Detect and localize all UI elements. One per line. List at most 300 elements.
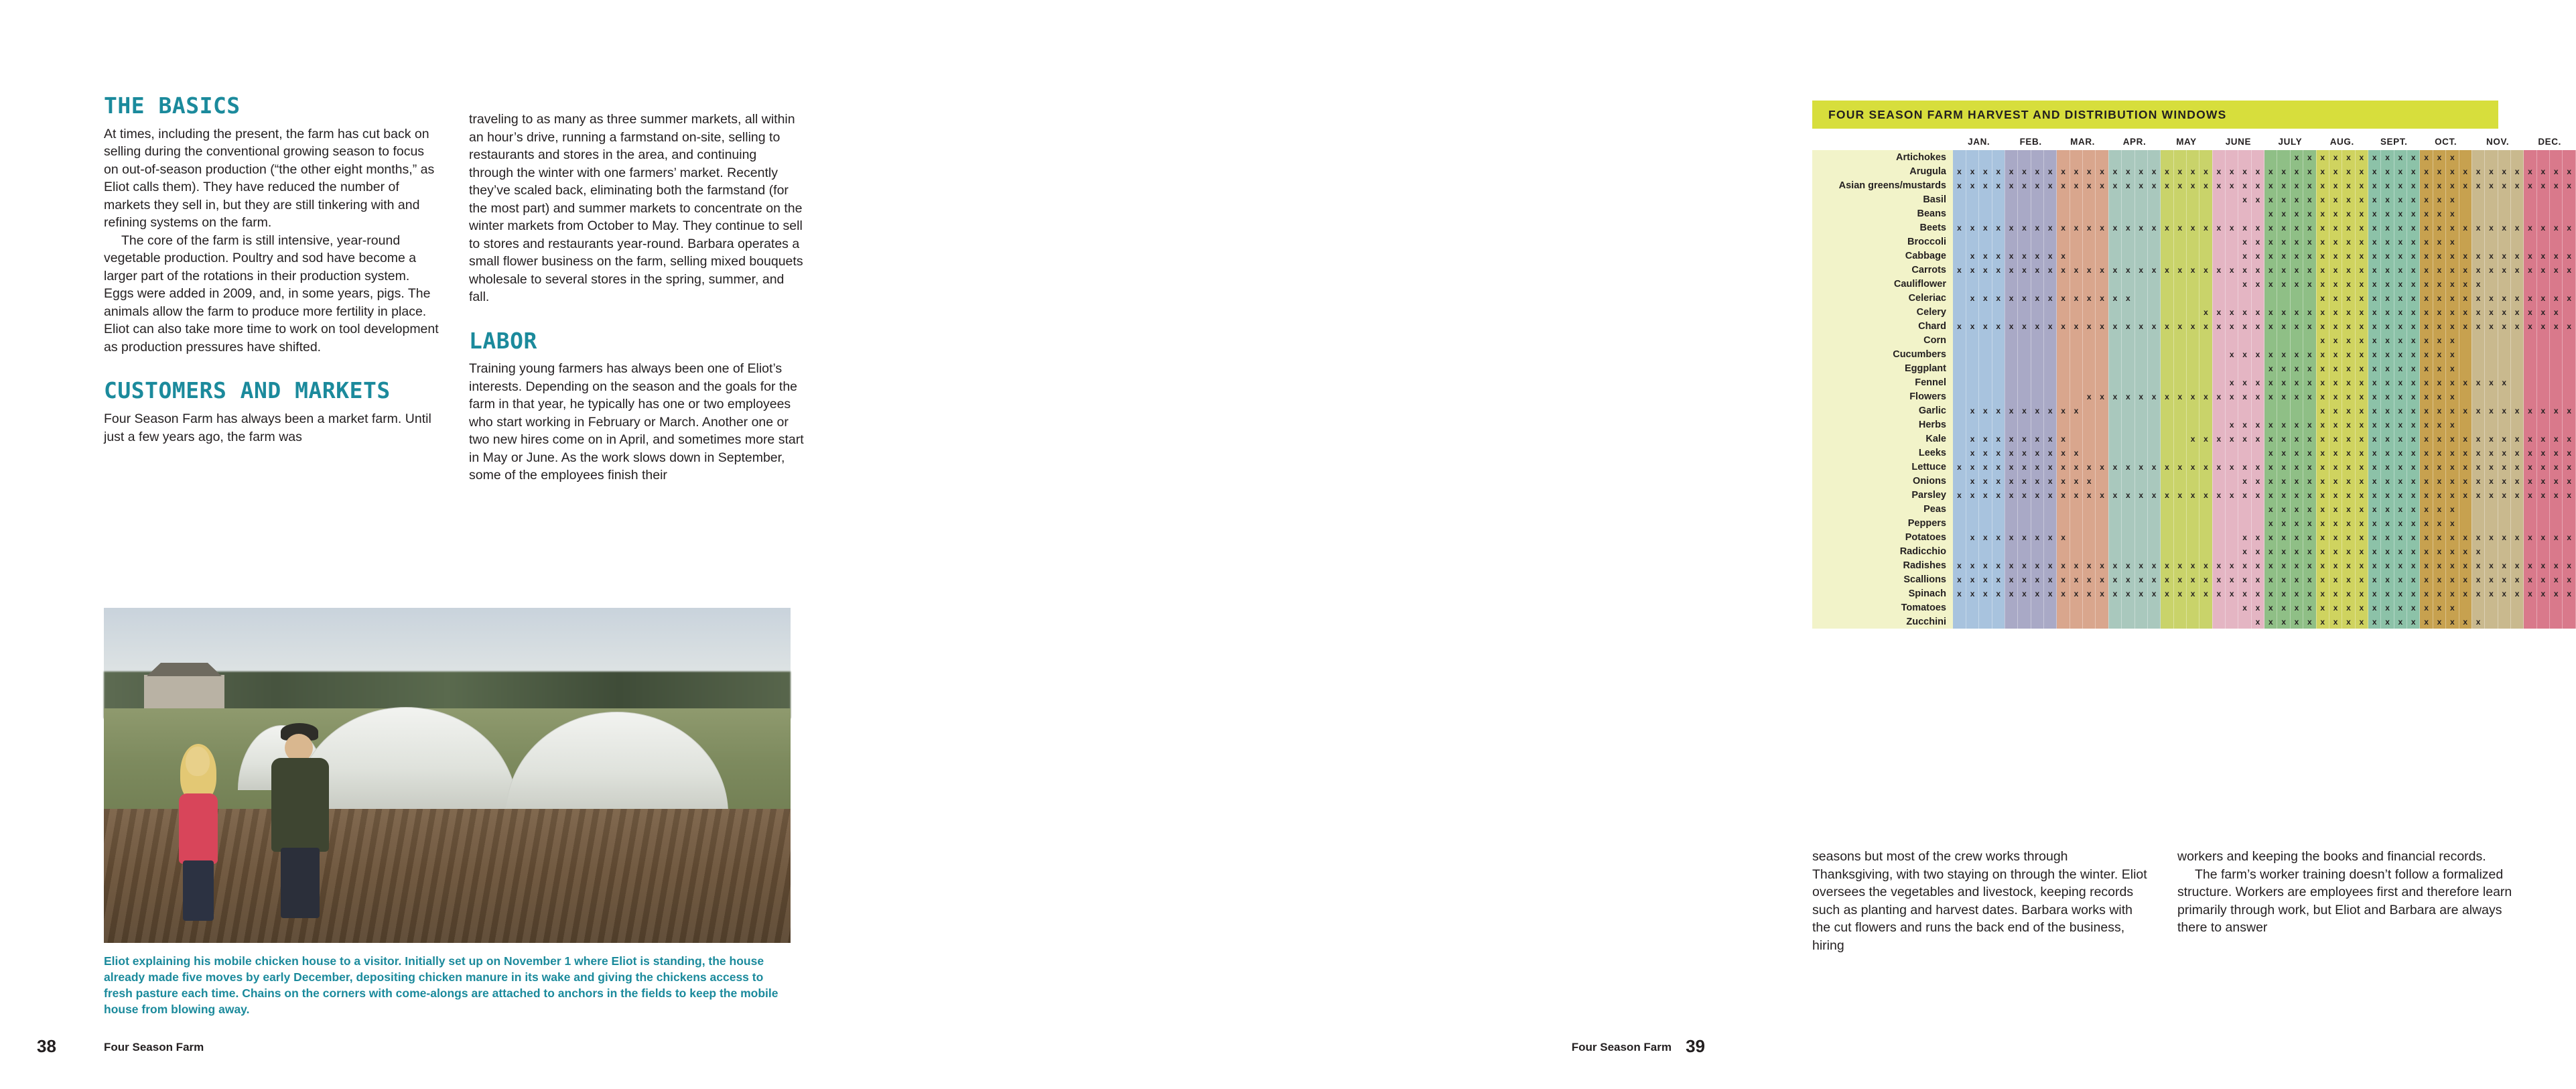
harvest-cell: x <box>1992 220 2005 235</box>
harvest-cell: x <box>2420 164 2433 178</box>
harvest-cell: x <box>2342 389 2355 403</box>
harvest-cell: x <box>2524 474 2536 488</box>
harvest-cell: x <box>2471 249 2484 263</box>
harvest-cell <box>1953 530 1966 544</box>
harvest-cell <box>2510 516 2523 530</box>
harvest-cell: x <box>2277 516 2290 530</box>
harvest-cell: x <box>2303 488 2316 502</box>
harvest-cell <box>2199 249 2212 263</box>
table-row <box>1812 164 2576 178</box>
harvest-cell <box>2186 361 2199 375</box>
harvest-cell: x <box>2057 446 2070 460</box>
harvest-cell: x <box>2550 164 2563 178</box>
harvest-cell <box>2044 277 2057 291</box>
harvest-cell <box>2173 249 2186 263</box>
harvest-cell <box>2083 249 2096 263</box>
harvest-cell <box>1966 235 1978 249</box>
harvest-cell: x <box>2368 446 2381 460</box>
harvest-cell: x <box>2044 432 2057 446</box>
harvest-cell <box>2083 432 2096 446</box>
harvest-cell <box>2031 305 2043 319</box>
harvest-cell <box>1979 333 1992 347</box>
harvest-cell <box>2485 347 2498 361</box>
harvest-cell <box>1953 615 1966 629</box>
left-column-a <box>104 94 439 446</box>
harvest-cell <box>2199 446 2212 460</box>
harvest-cell <box>2498 516 2510 530</box>
harvest-cell: x <box>2212 305 2225 319</box>
harvest-cell: x <box>1979 432 1992 446</box>
harvest-cell <box>2031 333 2043 347</box>
harvest-cell <box>2096 600 2108 615</box>
harvest-cell: x <box>2277 488 2290 502</box>
harvest-cell <box>2044 600 2057 615</box>
harvest-cell: x <box>2536 460 2549 474</box>
harvest-cell: x <box>2173 220 2186 235</box>
harvest-cell <box>2005 600 2017 615</box>
harvest-cell: x <box>2446 530 2459 544</box>
harvest-cell: x <box>2264 474 2277 488</box>
harvest-cell <box>2524 347 2536 361</box>
harvest-cell: x <box>1953 572 1966 586</box>
harvest-cell: x <box>1979 164 1992 178</box>
harvest-cell: x <box>2433 389 2445 403</box>
harvest-cell <box>2510 206 2523 220</box>
harvest-cell <box>2173 516 2186 530</box>
harvest-cell <box>2471 235 2484 249</box>
harvest-cell: x <box>2108 460 2121 474</box>
harvest-cell <box>2161 277 2173 291</box>
harvest-cell: x <box>2108 291 2121 305</box>
harvest-cell <box>2044 347 2057 361</box>
harvest-cell: x <box>2407 516 2420 530</box>
harvest-cell <box>2524 192 2536 206</box>
harvest-cell: x <box>2420 319 2433 333</box>
harvest-cell <box>2122 446 2134 460</box>
harvest-cell <box>2536 347 2549 361</box>
harvest-cell: x <box>2264 615 2277 629</box>
harvest-cell: x <box>2057 474 2070 488</box>
harvest-cell <box>2199 235 2212 249</box>
harvest-cell: x <box>2510 474 2523 488</box>
harvest-cell: x <box>2264 206 2277 220</box>
harvest-cell: x <box>2057 558 2070 572</box>
harvest-cell: x <box>2238 418 2251 432</box>
harvest-cell: x <box>2433 530 2445 544</box>
harvest-cell <box>2070 361 2082 375</box>
harvest-cell: x <box>2096 164 2108 178</box>
harvest-cell: x <box>2186 220 2199 235</box>
harvest-cell <box>2186 446 2199 460</box>
harvest-cell: x <box>2005 530 2017 544</box>
harvest-cell: x <box>2550 530 2563 544</box>
harvest-cell <box>2498 544 2510 558</box>
harvest-cell: x <box>2420 488 2433 502</box>
harvest-cell <box>2498 502 2510 516</box>
harvest-cell: x <box>2446 361 2459 375</box>
harvest-cell <box>2524 333 2536 347</box>
harvest-cell: x <box>2147 263 2160 277</box>
harvest-cell: x <box>2251 418 2264 432</box>
harvest-cell <box>2186 333 2199 347</box>
harvest-cell <box>2459 192 2471 206</box>
table-row <box>1812 516 2576 530</box>
harvest-cell <box>2550 361 2563 375</box>
harvest-cell: x <box>2471 488 2484 502</box>
harvest-cell: x <box>2407 572 2420 586</box>
harvest-cell: x <box>2381 586 2394 600</box>
harvest-cell: x <box>2394 375 2406 389</box>
harvest-cell: x <box>2238 558 2251 572</box>
crop-label: Cauliflower <box>1812 277 1953 291</box>
harvest-cell <box>2536 235 2549 249</box>
harvest-cell: x <box>2147 488 2160 502</box>
harvest-cell: x <box>2368 389 2381 403</box>
harvest-cell <box>1979 277 1992 291</box>
harvest-cell: x <box>2433 150 2445 164</box>
crop-label: Cucumbers <box>1812 347 1953 361</box>
harvest-cell: x <box>2083 291 2096 305</box>
harvest-cell <box>2199 403 2212 418</box>
harvest-cell: x <box>2510 220 2523 235</box>
harvest-cell: x <box>2199 488 2212 502</box>
harvest-cell: x <box>2420 432 2433 446</box>
month-header-june: JUNE <box>2225 136 2252 147</box>
harvest-cell: x <box>2199 572 2212 586</box>
harvest-cell: x <box>1953 460 1966 474</box>
harvest-cell <box>1953 544 1966 558</box>
harvest-cell: x <box>2510 291 2523 305</box>
harvest-cell: x <box>2368 502 2381 516</box>
harvest-cell: x <box>1979 319 1992 333</box>
harvest-cell <box>2251 403 2264 418</box>
harvest-cell <box>2147 305 2160 319</box>
harvest-cell: x <box>2161 572 2173 586</box>
harvest-cell: x <box>2433 600 2445 615</box>
harvest-cell <box>2459 516 2471 530</box>
harvest-cell <box>2005 516 2017 530</box>
harvest-cell: x <box>2407 488 2420 502</box>
harvest-cell <box>2057 516 2070 530</box>
harvest-cell <box>2161 249 2173 263</box>
harvest-cell: x <box>2355 277 2368 291</box>
harvest-cell: x <box>2161 220 2173 235</box>
harvest-cell: x <box>2394 277 2406 291</box>
harvest-cell: x <box>2498 572 2510 586</box>
harvest-cell: x <box>1992 446 2005 460</box>
harvest-cell <box>2186 206 2199 220</box>
harvest-cell: x <box>1979 572 1992 586</box>
harvest-cell: x <box>2173 488 2186 502</box>
harvest-cell <box>2251 516 2264 530</box>
harvest-cell: x <box>2433 319 2445 333</box>
harvest-cell <box>2096 403 2108 418</box>
harvest-cell <box>2186 291 2199 305</box>
harvest-cell <box>2108 530 2121 544</box>
harvest-cell <box>2122 305 2134 319</box>
harvest-cell: x <box>2368 333 2381 347</box>
harvest-cell: x <box>2083 319 2096 333</box>
harvest-cell: x <box>2471 474 2484 488</box>
month-header-oct: OCT. <box>2435 136 2457 147</box>
harvest-cell <box>2459 361 2471 375</box>
harvest-cell: x <box>2108 319 2121 333</box>
harvest-cell: x <box>2303 530 2316 544</box>
harvest-cell: x <box>2226 178 2238 192</box>
harvest-cell: x <box>1979 446 1992 460</box>
harvest-cell: x <box>1979 249 1992 263</box>
month-header-sept: SEPT. <box>2380 136 2408 147</box>
harvest-cell: x <box>1979 403 1992 418</box>
harvest-cell <box>2096 615 2108 629</box>
harvest-cell <box>2226 516 2238 530</box>
harvest-cell <box>2199 277 2212 291</box>
harvest-cell: x <box>2290 347 2303 361</box>
harvest-cell: x <box>2459 263 2471 277</box>
harvest-cell: x <box>2329 600 2342 615</box>
harvest-cell: x <box>2161 319 2173 333</box>
harvest-cell <box>2057 277 2070 291</box>
harvest-cell: x <box>2264 220 2277 235</box>
harvest-cell: x <box>2498 263 2510 277</box>
harvest-cell <box>2199 615 2212 629</box>
harvest-cell: x <box>2485 460 2498 474</box>
harvest-cell: x <box>2498 530 2510 544</box>
harvest-cell <box>2212 544 2225 558</box>
harvest-cell: x <box>2536 403 2549 418</box>
harvest-cell: x <box>2264 418 2277 432</box>
harvest-cell: x <box>2031 291 2043 305</box>
harvest-cell: x <box>2381 558 2394 572</box>
harvest-cell: x <box>2122 164 2134 178</box>
harvest-cell: x <box>2277 586 2290 600</box>
harvest-cell: x <box>2420 418 2433 432</box>
harvest-cell: x <box>2550 319 2563 333</box>
harvest-cell: x <box>2290 206 2303 220</box>
harvest-cell <box>2108 474 2121 488</box>
harvest-cell: x <box>2031 249 2043 263</box>
harvest-cell: x <box>2433 572 2445 586</box>
harvest-cell: x <box>2524 446 2536 460</box>
harvest-cell: x <box>1979 178 1992 192</box>
paragraph-right-1: seasons but most of the crew works through Thanksgiving, with two staying on through the winter. Eliot oversees the vegetables and livestock, keeping records such as planting and harvest dates. Barbara works with the cut flowers and runs the back end of the business, hiring <box>1812 849 2147 953</box>
harvest-cell: x <box>2563 403 2576 418</box>
crop-label: Herbs <box>1812 418 1953 432</box>
harvest-cell: x <box>2083 558 2096 572</box>
harvest-cell: x <box>2005 291 2017 305</box>
harvest-cell <box>2536 516 2549 530</box>
harvest-cell <box>2199 206 2212 220</box>
harvest-cell <box>1953 516 1966 530</box>
harvest-cell: x <box>2355 235 2368 249</box>
harvest-cell: x <box>1979 263 1992 277</box>
harvest-cell <box>2161 403 2173 418</box>
table-row <box>1812 235 2576 249</box>
crop-label: Zucchini <box>1812 615 1953 629</box>
harvest-cell: x <box>2316 178 2329 192</box>
harvest-cell <box>1979 502 1992 516</box>
harvest-cell: x <box>2550 572 2563 586</box>
harvest-cell: x <box>2394 572 2406 586</box>
harvest-cell: x <box>2471 319 2484 333</box>
harvest-cell: x <box>2134 178 2147 192</box>
harvest-cell: x <box>1979 291 1992 305</box>
harvest-cell <box>1992 235 2005 249</box>
harvest-cell <box>2226 474 2238 488</box>
harvest-cell: x <box>2070 263 2082 277</box>
harvest-cell <box>2005 544 2017 558</box>
harvest-cell: x <box>2433 178 2445 192</box>
harvest-cell: x <box>2226 432 2238 446</box>
harvest-cell: x <box>1992 249 2005 263</box>
harvest-cell: x <box>2524 220 2536 235</box>
harvest-cell <box>2510 235 2523 249</box>
harvest-cell <box>2510 544 2523 558</box>
crop-label: Basil <box>1812 192 1953 206</box>
harvest-cell <box>2251 333 2264 347</box>
harvest-cell: x <box>2550 460 2563 474</box>
harvest-cell <box>2147 291 2160 305</box>
harvest-cell <box>1979 206 1992 220</box>
harvest-cell: x <box>2471 432 2484 446</box>
harvest-cell <box>2186 474 2199 488</box>
harvest-cell <box>2070 277 2082 291</box>
harvest-cell <box>2134 305 2147 319</box>
harvest-cell <box>2161 432 2173 446</box>
harvest-cell <box>2070 305 2082 319</box>
table-row <box>1812 249 2576 263</box>
harvest-cell: x <box>2498 375 2510 389</box>
month-header-feb: FEB. <box>2019 136 2042 147</box>
harvest-cell: x <box>2381 474 2394 488</box>
harvest-cell <box>2186 150 2199 164</box>
harvest-cell <box>1953 389 1966 403</box>
harvest-cell <box>2147 375 2160 389</box>
harvest-cell: x <box>2446 516 2459 530</box>
harvest-cell: x <box>2446 319 2459 333</box>
harvest-cell <box>2083 502 2096 516</box>
harvest-cell: x <box>2342 516 2355 530</box>
harvest-cell <box>2212 347 2225 361</box>
harvest-cell <box>2471 206 2484 220</box>
harvest-cell <box>2044 333 2057 347</box>
harvest-cell <box>2186 347 2199 361</box>
harvest-cell: x <box>2264 305 2277 319</box>
table-header-row <box>1812 133 2576 150</box>
crop-label: Potatoes <box>1812 530 1953 544</box>
harvest-cell: x <box>2316 615 2329 629</box>
harvest-cell: x <box>2459 291 2471 305</box>
harvest-cell: x <box>2368 277 2381 291</box>
harvest-cell <box>2108 235 2121 249</box>
harvest-cell: x <box>2524 488 2536 502</box>
harvest-cell: x <box>2329 333 2342 347</box>
harvest-chart <box>1812 101 2576 629</box>
harvest-cell: x <box>2459 488 2471 502</box>
left-page <box>0 0 871 1089</box>
month-header-mar: MAR. <box>2070 136 2096 147</box>
harvest-cell <box>2199 150 2212 164</box>
harvest-cell: x <box>2550 291 2563 305</box>
harvest-cell <box>2524 516 2536 530</box>
harvest-cell: x <box>2199 558 2212 572</box>
harvest-cell: x <box>2420 291 2433 305</box>
harvest-cell: x <box>2277 361 2290 375</box>
harvest-cell <box>2510 150 2523 164</box>
harvest-cell: x <box>2316 220 2329 235</box>
harvest-cell: x <box>2329 389 2342 403</box>
harvest-cell <box>2173 235 2186 249</box>
table-row <box>1812 403 2576 418</box>
harvest-cell <box>2122 192 2134 206</box>
harvest-cell <box>2057 206 2070 220</box>
month-header-dec: DEC. <box>2538 136 2561 147</box>
harvest-cell: x <box>2459 305 2471 319</box>
harvest-cell <box>2147 544 2160 558</box>
harvest-cell <box>2238 206 2251 220</box>
harvest-cell: x <box>2316 389 2329 403</box>
harvest-cell <box>2122 600 2134 615</box>
harvest-cell: x <box>2394 446 2406 460</box>
harvest-cell <box>1992 277 2005 291</box>
harvest-cell: x <box>2536 249 2549 263</box>
harvest-cell: x <box>2031 403 2043 418</box>
harvest-cell: x <box>2407 432 2420 446</box>
harvest-cell <box>2563 361 2576 375</box>
harvest-cell <box>2134 530 2147 544</box>
harvest-cell: x <box>2355 389 2368 403</box>
harvest-cell <box>1992 418 2005 432</box>
harvest-cell <box>2018 361 2031 375</box>
harvest-cell: x <box>2485 572 2498 586</box>
harvest-cell: x <box>2563 558 2576 572</box>
harvest-cell: x <box>2407 375 2420 389</box>
harvest-cell <box>1992 516 2005 530</box>
harvest-cell: x <box>2433 586 2445 600</box>
harvest-cell: x <box>2122 558 2134 572</box>
harvest-cell <box>2251 150 2264 164</box>
harvest-cell: x <box>2510 263 2523 277</box>
harvest-cell <box>2536 615 2549 629</box>
harvest-cell: x <box>2524 305 2536 319</box>
harvest-cell: x <box>2251 544 2264 558</box>
harvest-cell: x <box>2342 586 2355 600</box>
harvest-cell <box>2044 361 2057 375</box>
harvest-cell: x <box>2238 544 2251 558</box>
harvest-cell: x <box>2005 164 2017 178</box>
harvest-cell: x <box>2524 530 2536 544</box>
harvest-cell: x <box>2005 220 2017 235</box>
harvest-cell <box>2134 347 2147 361</box>
harvest-cell <box>2498 389 2510 403</box>
harvest-cell: x <box>2018 432 2031 446</box>
harvest-cell: x <box>2057 263 2070 277</box>
harvest-cell <box>2510 277 2523 291</box>
harvest-cell: x <box>2251 305 2264 319</box>
harvest-cell <box>2524 375 2536 389</box>
harvest-cell: x <box>2498 291 2510 305</box>
harvest-cell: x <box>2433 347 2445 361</box>
harvest-cell <box>2550 347 2563 361</box>
harvest-cell: x <box>2070 446 2082 460</box>
harvest-cell <box>2005 502 2017 516</box>
harvest-cell: x <box>2510 164 2523 178</box>
harvest-cell: x <box>2420 249 2433 263</box>
harvest-cell <box>2251 206 2264 220</box>
harvest-cell: x <box>2303 572 2316 586</box>
harvest-cell: x <box>2433 460 2445 474</box>
harvest-cell <box>2212 277 2225 291</box>
